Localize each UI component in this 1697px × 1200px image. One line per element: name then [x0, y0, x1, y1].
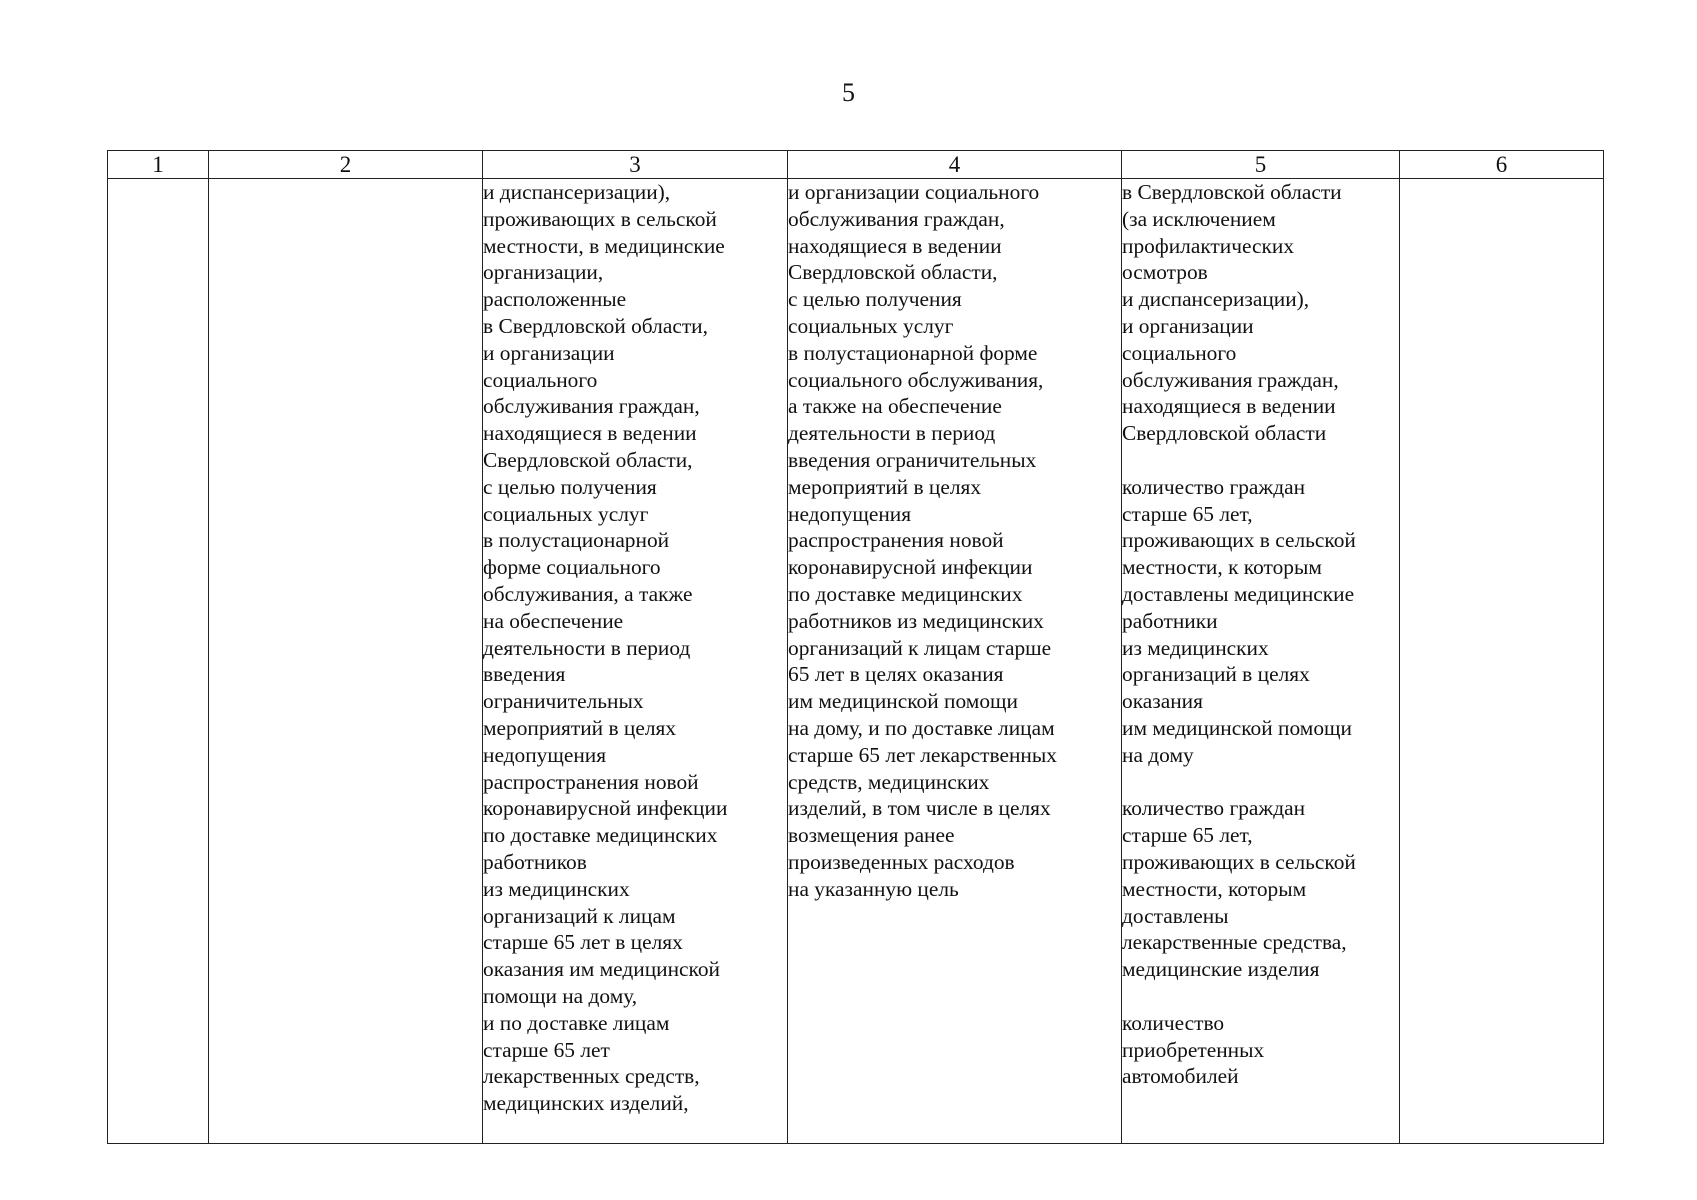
text-line: лекарственные средства, [1122, 930, 1347, 955]
text-line: в Свердловской области, [483, 313, 708, 338]
text-line: мероприятий в целях [483, 715, 677, 740]
col4-text [788, 179, 1121, 903]
text-line: и диспансеризации), [483, 180, 671, 204]
text-line: социального [483, 367, 598, 392]
text-line: распространения новой [483, 769, 699, 794]
col3-text [483, 179, 787, 1117]
text-line: старше 65 лет [483, 1037, 610, 1062]
text-line: обслуживания граждан, [788, 206, 1005, 231]
text-line: осмотров [1122, 260, 1208, 285]
text-line: медицинские изделия [1122, 957, 1320, 982]
cell-col-6 [1400, 179, 1604, 1144]
text-line: количество граждан [1122, 474, 1306, 499]
text-line: работники [1122, 608, 1218, 633]
text-line: помощи на дому, [483, 983, 638, 1008]
text-line: коронавирусной инфекции [483, 796, 728, 821]
text-line: введения ограничительных [788, 447, 1037, 472]
text-line: и организации [483, 340, 615, 365]
text-line: недопущения [483, 742, 607, 767]
table-row [108, 179, 1604, 1144]
text-line: на обеспечение [483, 608, 624, 633]
text-line: организаций в целях [1122, 662, 1310, 687]
text-line: распространения новой [788, 528, 1004, 553]
text-line: средств, медицинских [788, 769, 990, 794]
text-line: введения [483, 662, 566, 687]
text-line: оказания [1122, 689, 1203, 714]
text-line: старше 65 лет, [1122, 501, 1253, 526]
text-line: Свердловской области [1122, 421, 1327, 446]
paragraph-gap [1122, 983, 1399, 1010]
text-line: работников из медицинских [788, 608, 1044, 633]
text-line: и диспансеризации), [1122, 287, 1310, 312]
text-line: возмещения ранее [788, 823, 955, 848]
text-line: находящиеся в ведении [788, 233, 1002, 258]
text-line: находящиеся в ведении [1122, 394, 1336, 419]
text-line: работников [483, 849, 587, 874]
document-table [107, 150, 1604, 1144]
text-line: организаций к лицам [483, 903, 676, 928]
paragraph-gap [1122, 769, 1399, 796]
text-line: форме социального [483, 555, 661, 580]
text-line: и организации социального [788, 180, 1040, 204]
text-line: старше 65 лет лекарственных [788, 742, 1057, 767]
text-line: Свердловской области, [788, 260, 998, 285]
text-line: (за исключением [1122, 206, 1276, 231]
column-header-4: 4 [788, 151, 1122, 179]
cell-col-5 [1122, 179, 1400, 1144]
text-line: на дому, и по доставке лицам [788, 715, 1055, 740]
column-header-1: 1 [108, 151, 209, 179]
text-line: из медицинских [483, 876, 630, 901]
text-line: социального [1122, 340, 1237, 365]
column-header-6: 6 [1400, 151, 1604, 179]
text-line: в полустационарной форме [788, 340, 1038, 365]
text-line: по доставке медицинских [788, 581, 1023, 606]
text-line: с целью получения [483, 474, 657, 499]
text-line: коронавирусной инфекции [788, 555, 1033, 580]
text-line: проживающих в сельской [483, 206, 717, 231]
table-header-row [108, 151, 1604, 179]
text-line: находящиеся в ведении [483, 421, 697, 446]
text-line: и по доставке лицам [483, 1010, 670, 1035]
column-header-5: 5 [1122, 151, 1400, 179]
text-line: произведенных расходов [788, 849, 1015, 874]
text-line: по доставке медицинских [483, 823, 718, 848]
column-header-2: 2 [209, 151, 483, 179]
cell-col-2 [209, 179, 483, 1144]
text-line: деятельности в период [788, 421, 996, 446]
text-line: доставлены [1122, 903, 1229, 928]
text-line: в Свердловской области [1122, 180, 1342, 204]
text-line: проживающих в сельской [1122, 528, 1356, 553]
text-line: организаций к лицам старше [788, 635, 1052, 660]
text-line: в полустационарной [483, 528, 670, 553]
text-line: проживающих в сельской [1122, 849, 1356, 874]
text-line: им медицинской помощи [1122, 715, 1352, 740]
text-line: профилактических [1122, 233, 1295, 258]
text-line: а также на обеспечение [788, 394, 1002, 419]
text-line: изделий, в том числе в целях [788, 796, 1051, 821]
text-line: на указанную цель [788, 876, 959, 901]
page-number: 5 [842, 78, 855, 107]
text-line: обслуживания, а также [483, 581, 693, 606]
text-line: оказания им медицинской [483, 957, 720, 982]
text-line: количество [1122, 1010, 1225, 1035]
text-line: доставлены медицинские [1122, 581, 1355, 606]
paragraph-gap [1122, 447, 1399, 474]
text-line: социальных услуг [483, 501, 649, 526]
text-line: 65 лет в целях оказания [788, 662, 1004, 687]
text-line: организации, [483, 260, 604, 285]
text-line: мероприятий в целях [788, 474, 982, 499]
text-line: приобретенных [1122, 1037, 1265, 1062]
text-line: ограничительных [483, 689, 644, 714]
text-line: обслуживания граждан, [1122, 367, 1339, 392]
text-line: социальных услуг [788, 313, 954, 338]
text-line: социального обслуживания, [788, 367, 1044, 392]
cell-col-4 [788, 179, 1122, 1144]
text-line: местности, к которым [1122, 555, 1322, 580]
text-line: им медицинской помощи [788, 689, 1018, 714]
text-line: расположенные [483, 287, 627, 312]
text-line: автомобилей [1122, 1064, 1239, 1089]
cell-col-3 [483, 179, 788, 1144]
text-line: количество граждан [1122, 796, 1306, 821]
text-line: местности, в медицинские [483, 233, 725, 258]
text-line: с целью получения [788, 287, 962, 312]
text-line: недопущения [788, 501, 912, 526]
text-line: Свердловской области, [483, 447, 693, 472]
text-line: старше 65 лет, [1122, 823, 1253, 848]
text-line: медицинских изделий, [483, 1091, 689, 1116]
text-line: и организации [1122, 313, 1254, 338]
text-line: деятельности в период [483, 635, 691, 660]
text-line: на дому [1122, 742, 1194, 767]
text-line: из медицинских [1122, 635, 1269, 660]
column-header-3: 3 [483, 151, 788, 179]
text-line: старше 65 лет в целях [483, 930, 683, 955]
col5-text [1122, 179, 1399, 1090]
text-line: обслуживания граждан, [483, 394, 700, 419]
cell-col-1 [108, 179, 209, 1144]
text-line: лекарственных средств, [483, 1064, 700, 1089]
text-line: местности, которым [1122, 876, 1307, 901]
